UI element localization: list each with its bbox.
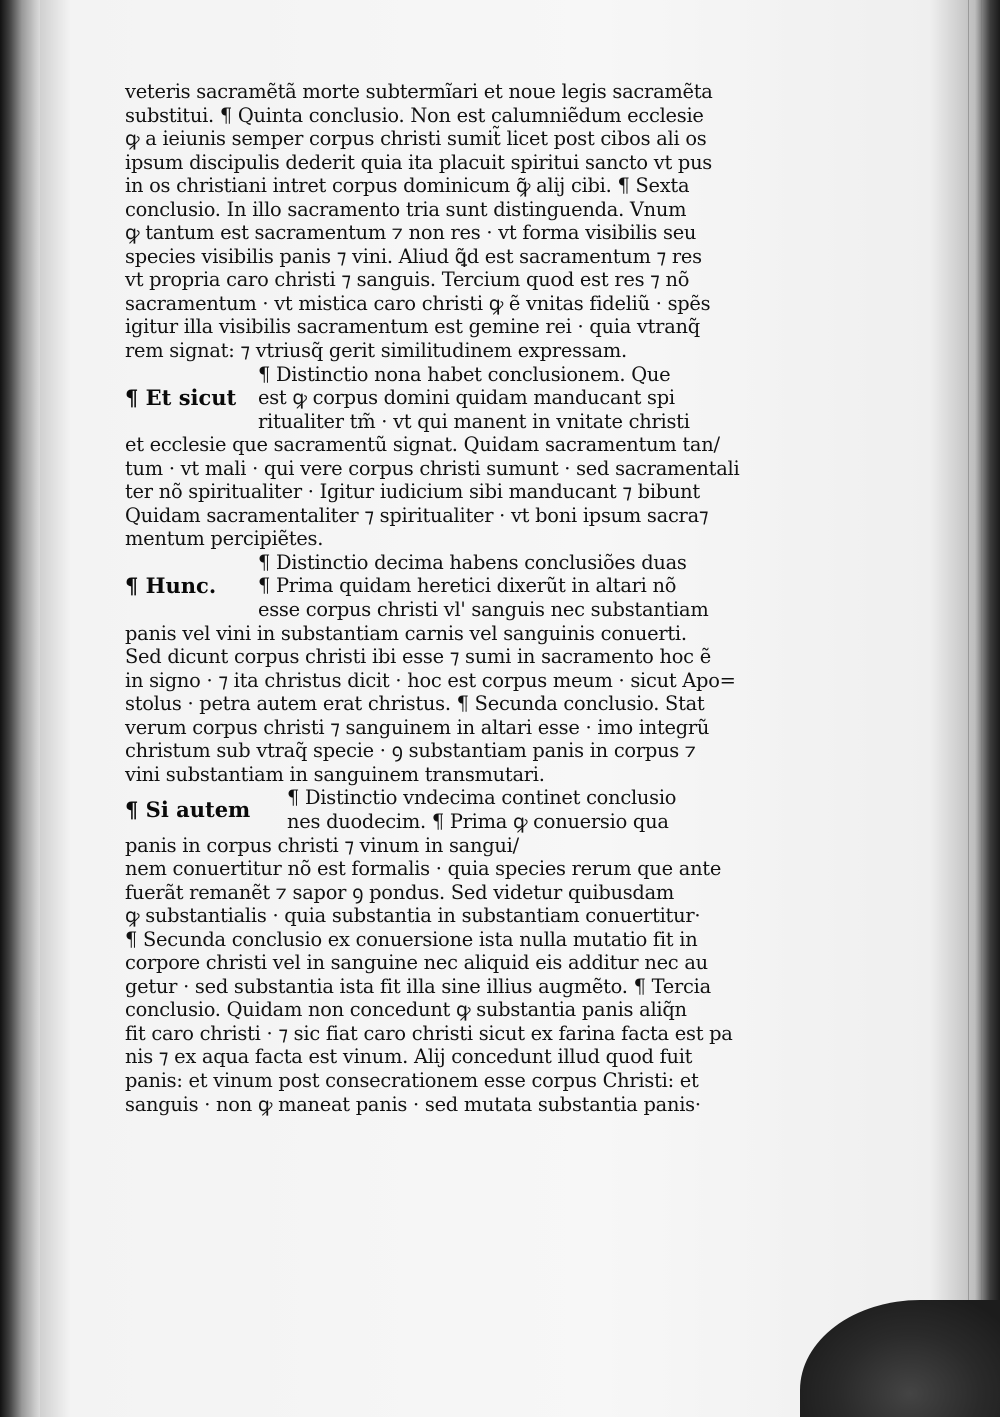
text-line: ritualiter tm̃ · vt qui manent in vnitate christi — [258, 409, 690, 433]
text-line: substitui. ¶ Quinta conclusio. Non est calumniẽdum ecclesie — [125, 103, 704, 127]
text-line: ¶ Distinctio nona habet conclusionem. Que — [258, 362, 671, 386]
text-line: sacramentum · vt mistica caro christi ꝙ ẽ vnitas fideliũ · spẽs — [125, 291, 711, 315]
text-line: panis: et vinum post consecrationem esse corpus Christi: et — [125, 1068, 699, 1092]
marginal-heading-et-sicut: ¶ Et sicut — [125, 385, 237, 410]
text-line: fuerãt remanẽt ⁊ sapor ꝯ pondus. Sed videtur quibusdam — [125, 880, 675, 904]
text-line: igitur illa visibilis sacramentum est gemine rei · quia vtranq̃ — [125, 315, 700, 339]
text-line: stolus · petra autem erat christus. ¶ Secunda conclusio. Stat — [125, 692, 705, 716]
text-line: verum corpus christi ⁊ sanguinem in altari esse · imo integrũ — [125, 715, 710, 739]
text-line: in os christiani intret corpus dominicum ꝙ̃ alij cibi. ¶ Sexta — [125, 174, 690, 198]
text-line: ꝙ a ieiunis semper corpus christi sumit̃ licet post cibos ali os — [125, 127, 707, 151]
text-line: nes duodecim. ¶ Prima ꝙ conuersio qua — [287, 809, 669, 833]
text-line: ꝙ substantialis · quia substantia in substantiam conuertitur· — [125, 904, 701, 928]
text-line: species visibilis panis ⁊ vini. Aliud ꝗ̃d est sacramentum ⁊ res — [125, 244, 702, 268]
text-line: vini substantiam in sanguinem transmutari. — [125, 762, 545, 786]
text-line: ¶ Distinctio vndecima continet conclusio — [287, 786, 677, 810]
text-line: veteris sacramẽtã morte subtermĩari et noue legis sacramẽta — [125, 80, 713, 103]
text-line: ꝙ tantum est sacramentum ⁊ non res · vt forma visibilis seu — [125, 221, 697, 245]
page-fore-edge — [968, 0, 982, 1417]
text-line: getur · sed substantia ista fit illa sine illius augmẽto. ¶ Tercia — [125, 974, 711, 998]
text-line: vt propria caro christi ⁊ sanguis. Tercium quod est res ⁊ nõ — [125, 268, 690, 292]
text-line: panis in corpus christi ⁊ vinum in sangui/ — [125, 833, 519, 857]
text-line: ¶ Secunda conclusio ex conuersione ista nulla mutatio fit in — [125, 927, 698, 951]
text-line: ter nõ spiritualiter · Igitur iudicium sibi manducant ⁊ bibunt — [125, 480, 700, 504]
text-line: nis ⁊ ex aqua facta est vinum. Alij concedunt illud quod fuit — [125, 1045, 693, 1069]
text-line: rem signat: ⁊ vtriusq̃ gerit similitudinem expressam. — [125, 339, 627, 363]
marginal-heading-si-autem: ¶ Si autem — [125, 797, 251, 822]
text-line: Quidam sacramentaliter ⁊ spiritualiter · vt boni ipsum sacra⁊ — [125, 503, 709, 527]
text-line: christum sub vtraq̃ specie · ꝯ substantiam panis in corpus ⁊ — [125, 739, 696, 763]
text-line: nem conuertitur nõ est formalis · quia species rerum que ante — [125, 857, 722, 881]
text-line: sanguis · non ꝙ maneat panis · sed mutata substantia panis· — [125, 1092, 701, 1116]
text-line: fit caro christi · ⁊ sic fiat caro christi sicut ex farina facta est pa — [125, 1021, 733, 1045]
text-line: ¶ Distinctio decima habens conclusiões duas — [258, 550, 687, 574]
text-line: ipsum discipulis dederit quia ita placuit spiritui sancto vt pus — [125, 150, 713, 174]
text-line: ¶ Prima quidam heretici dixerũt in altari nõ — [258, 574, 677, 598]
text-column — [125, 80, 740, 1116]
text-line: panis vel vini in substantiam carnis vel sanguinis conuerti. — [125, 621, 687, 645]
text-line: conclusio. Quidam non concedunt ꝙ substantia panis aliq̃n — [125, 998, 687, 1022]
text-line: mentum percipiẽtes. — [125, 527, 324, 551]
marginal-heading-hunc: ¶ Hunc. — [125, 573, 217, 598]
text-line: Sed dicunt corpus christi ibi esse ⁊ sumi in sacramento hoc ẽ — [125, 645, 711, 669]
text-line: corpore christi vel in sanguine nec aliquid eis additur nec au — [125, 951, 708, 975]
text-line: tum · vt mali · qui vere corpus christi sumunt · sed sacramentali — [125, 456, 740, 480]
text-line: esse corpus christi vl' sanguis nec substantiam — [258, 598, 709, 622]
facing-page-edge — [0, 0, 40, 1417]
text-line: in signo · ⁊ ita christus dicit · hoc est corpus meum · sicut Apo= — [125, 668, 736, 692]
text-line: conclusio. In illo sacramento tria sunt distinguenda. Vnum — [125, 197, 687, 221]
text-line: est ꝙ corpus domini quidam manducant spi — [258, 386, 675, 410]
text-line: et ecclesie que sacramentũ signat. Quidam sacramentum tan/ — [125, 433, 720, 457]
